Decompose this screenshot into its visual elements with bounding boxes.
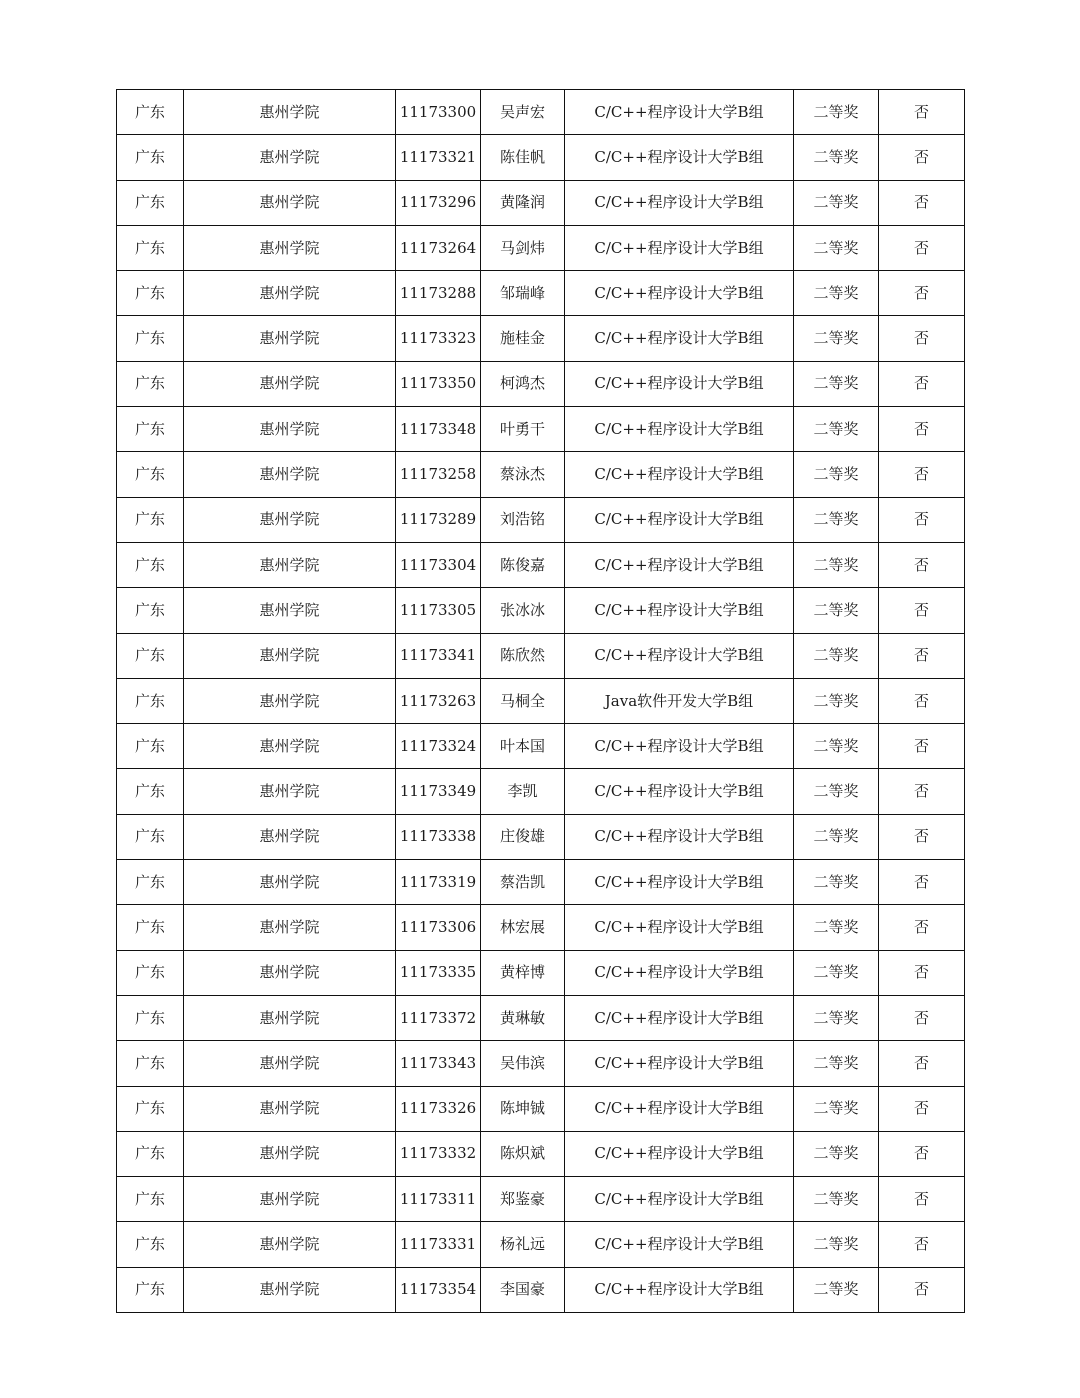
name-cell: 林宏展 <box>481 905 565 950</box>
name-cell: 刘浩铭 <box>481 497 565 542</box>
table-row <box>117 316 965 361</box>
flag-cell: 否 <box>879 588 965 633</box>
flag-cell: 否 <box>879 1177 965 1222</box>
award-cell: 二等奖 <box>794 316 879 361</box>
id-cell: 11173326 <box>396 1086 481 1131</box>
award-cell: 二等奖 <box>794 135 879 180</box>
id-cell: 11173311 <box>396 1177 481 1222</box>
table-row <box>117 950 965 995</box>
id-cell: 11173324 <box>396 724 481 769</box>
id-cell: 11173323 <box>396 316 481 361</box>
name-cell: 叶勇干 <box>481 407 565 452</box>
group-cell: C/C++程序设计大学B组 <box>565 950 794 995</box>
school-cell: 惠州学院 <box>184 271 396 316</box>
table-row <box>117 633 965 678</box>
award-cell: 二等奖 <box>794 225 879 270</box>
flag-cell: 否 <box>879 90 965 135</box>
award-cell: 二等奖 <box>794 633 879 678</box>
flag-cell: 否 <box>879 180 965 225</box>
province-cell: 广东 <box>117 633 184 678</box>
flag-cell: 否 <box>879 452 965 497</box>
name-cell: 陈欣然 <box>481 633 565 678</box>
group-cell: C/C++程序设计大学B组 <box>565 90 794 135</box>
award-cell: 二等奖 <box>794 271 879 316</box>
province-cell: 广东 <box>117 995 184 1040</box>
school-cell: 惠州学院 <box>184 588 396 633</box>
school-cell: 惠州学院 <box>184 1131 396 1176</box>
group-cell: C/C++程序设计大学B组 <box>565 542 794 587</box>
award-cell: 二等奖 <box>794 860 879 905</box>
id-cell: 11173288 <box>396 271 481 316</box>
id-cell: 11173319 <box>396 860 481 905</box>
table-row <box>117 1177 965 1222</box>
flag-cell: 否 <box>879 633 965 678</box>
school-cell: 惠州学院 <box>184 1177 396 1222</box>
school-cell: 惠州学院 <box>184 180 396 225</box>
flag-cell: 否 <box>879 905 965 950</box>
group-cell: C/C++程序设计大学B组 <box>565 1222 794 1267</box>
table-row <box>117 588 965 633</box>
award-table <box>116 89 965 1313</box>
school-cell: 惠州学院 <box>184 724 396 769</box>
flag-cell: 否 <box>879 497 965 542</box>
id-cell: 11173332 <box>396 1131 481 1176</box>
province-cell: 广东 <box>117 905 184 950</box>
award-cell: 二等奖 <box>794 361 879 406</box>
id-cell: 11173300 <box>396 90 481 135</box>
school-cell: 惠州学院 <box>184 452 396 497</box>
flag-cell: 否 <box>879 407 965 452</box>
group-cell: C/C++程序设计大学B组 <box>565 497 794 542</box>
award-cell: 二等奖 <box>794 452 879 497</box>
flag-cell: 否 <box>879 271 965 316</box>
award-cell: 二等奖 <box>794 90 879 135</box>
flag-cell: 否 <box>879 135 965 180</box>
table-row <box>117 678 965 723</box>
table-row <box>117 90 965 135</box>
school-cell: 惠州学院 <box>184 361 396 406</box>
school-cell: 惠州学院 <box>184 905 396 950</box>
flag-cell: 否 <box>879 1086 965 1131</box>
table-row <box>117 1086 965 1131</box>
province-cell: 广东 <box>117 180 184 225</box>
award-cell: 二等奖 <box>794 769 879 814</box>
province-cell: 广东 <box>117 407 184 452</box>
school-cell: 惠州学院 <box>184 497 396 542</box>
award-cell: 二等奖 <box>794 1086 879 1131</box>
name-cell: 张冰冰 <box>481 588 565 633</box>
name-cell: 李凯 <box>481 769 565 814</box>
province-cell: 广东 <box>117 769 184 814</box>
group-cell: C/C++程序设计大学B组 <box>565 271 794 316</box>
province-cell: 广东 <box>117 90 184 135</box>
id-cell: 11173335 <box>396 950 481 995</box>
name-cell: 马桐全 <box>481 678 565 723</box>
group-cell: C/C++程序设计大学B组 <box>565 995 794 1040</box>
name-cell: 郑鉴豪 <box>481 1177 565 1222</box>
school-cell: 惠州学院 <box>184 90 396 135</box>
name-cell: 陈佳帆 <box>481 135 565 180</box>
group-cell: C/C++程序设计大学B组 <box>565 180 794 225</box>
group-cell: C/C++程序设计大学B组 <box>565 1131 794 1176</box>
name-cell: 陈俊嘉 <box>481 542 565 587</box>
flag-cell: 否 <box>879 225 965 270</box>
table-row <box>117 769 965 814</box>
id-cell: 11173350 <box>396 361 481 406</box>
id-cell: 11173306 <box>396 905 481 950</box>
award-cell: 二等奖 <box>794 678 879 723</box>
group-cell: C/C++程序设计大学B组 <box>565 1086 794 1131</box>
province-cell: 广东 <box>117 361 184 406</box>
name-cell: 叶本国 <box>481 724 565 769</box>
id-cell: 11173289 <box>396 497 481 542</box>
province-cell: 广东 <box>117 135 184 180</box>
table-row <box>117 814 965 859</box>
school-cell: 惠州学院 <box>184 678 396 723</box>
group-cell: C/C++程序设计大学B组 <box>565 452 794 497</box>
group-cell: C/C++程序设计大学B组 <box>565 407 794 452</box>
school-cell: 惠州学院 <box>184 316 396 361</box>
table-row <box>117 497 965 542</box>
name-cell: 黄梓博 <box>481 950 565 995</box>
school-cell: 惠州学院 <box>184 950 396 995</box>
school-cell: 惠州学院 <box>184 1267 396 1312</box>
id-cell: 11173263 <box>396 678 481 723</box>
award-cell: 二等奖 <box>794 1131 879 1176</box>
name-cell: 黄隆润 <box>481 180 565 225</box>
id-cell: 11173338 <box>396 814 481 859</box>
id-cell: 11173372 <box>396 995 481 1040</box>
award-cell: 二等奖 <box>794 542 879 587</box>
name-cell: 黄琳敏 <box>481 995 565 1040</box>
award-cell: 二等奖 <box>794 950 879 995</box>
group-cell: C/C++程序设计大学B组 <box>565 814 794 859</box>
table-row <box>117 1131 965 1176</box>
table-row <box>117 1267 965 1312</box>
name-cell: 马剑炜 <box>481 225 565 270</box>
award-cell: 二等奖 <box>794 407 879 452</box>
award-cell: 二等奖 <box>794 814 879 859</box>
name-cell: 邹瑞峰 <box>481 271 565 316</box>
name-cell: 蔡泳杰 <box>481 452 565 497</box>
province-cell: 广东 <box>117 1131 184 1176</box>
name-cell: 李国豪 <box>481 1267 565 1312</box>
province-cell: 广东 <box>117 860 184 905</box>
province-cell: 广东 <box>117 542 184 587</box>
id-cell: 11173343 <box>396 1041 481 1086</box>
table-row <box>117 860 965 905</box>
province-cell: 广东 <box>117 452 184 497</box>
school-cell: 惠州学院 <box>184 542 396 587</box>
name-cell: 庄俊雄 <box>481 814 565 859</box>
group-cell: C/C++程序设计大学B组 <box>565 135 794 180</box>
table-row <box>117 1222 965 1267</box>
table-row <box>117 271 965 316</box>
id-cell: 11173321 <box>396 135 481 180</box>
school-cell: 惠州学院 <box>184 407 396 452</box>
award-cell: 二等奖 <box>794 497 879 542</box>
flag-cell: 否 <box>879 724 965 769</box>
award-cell: 二等奖 <box>794 905 879 950</box>
province-cell: 广东 <box>117 1267 184 1312</box>
group-cell: C/C++程序设计大学B组 <box>565 769 794 814</box>
flag-cell: 否 <box>879 361 965 406</box>
flag-cell: 否 <box>879 769 965 814</box>
id-cell: 11173264 <box>396 225 481 270</box>
province-cell: 广东 <box>117 724 184 769</box>
group-cell: C/C++程序设计大学B组 <box>565 225 794 270</box>
flag-cell: 否 <box>879 678 965 723</box>
province-cell: 广东 <box>117 1222 184 1267</box>
table-row <box>117 905 965 950</box>
award-cell: 二等奖 <box>794 1267 879 1312</box>
province-cell: 广东 <box>117 588 184 633</box>
province-cell: 广东 <box>117 497 184 542</box>
name-cell: 吴声宏 <box>481 90 565 135</box>
school-cell: 惠州学院 <box>184 1222 396 1267</box>
award-cell: 二等奖 <box>794 588 879 633</box>
flag-cell: 否 <box>879 1222 965 1267</box>
name-cell: 吴伟滨 <box>481 1041 565 1086</box>
group-cell: C/C++程序设计大学B组 <box>565 905 794 950</box>
name-cell: 杨礼远 <box>481 1222 565 1267</box>
flag-cell: 否 <box>879 1267 965 1312</box>
group-cell: C/C++程序设计大学B组 <box>565 316 794 361</box>
province-cell: 广东 <box>117 1177 184 1222</box>
group-cell: C/C++程序设计大学B组 <box>565 724 794 769</box>
award-cell: 二等奖 <box>794 1222 879 1267</box>
award-cell: 二等奖 <box>794 180 879 225</box>
name-cell: 陈炽斌 <box>481 1131 565 1176</box>
id-cell: 11173331 <box>396 1222 481 1267</box>
flag-cell: 否 <box>879 950 965 995</box>
group-cell: C/C++程序设计大学B组 <box>565 1041 794 1086</box>
province-cell: 广东 <box>117 814 184 859</box>
table-row <box>117 995 965 1040</box>
school-cell: 惠州学院 <box>184 135 396 180</box>
group-cell: Java软件开发大学B组 <box>565 678 794 723</box>
table-row <box>117 452 965 497</box>
id-cell: 11173349 <box>396 769 481 814</box>
flag-cell: 否 <box>879 1131 965 1176</box>
award-cell: 二等奖 <box>794 724 879 769</box>
province-cell: 广东 <box>117 225 184 270</box>
group-cell: C/C++程序设计大学B组 <box>565 361 794 406</box>
flag-cell: 否 <box>879 860 965 905</box>
school-cell: 惠州学院 <box>184 1086 396 1131</box>
table-row <box>117 407 965 452</box>
province-cell: 广东 <box>117 678 184 723</box>
flag-cell: 否 <box>879 316 965 361</box>
province-cell: 广东 <box>117 1086 184 1131</box>
school-cell: 惠州学院 <box>184 769 396 814</box>
province-cell: 广东 <box>117 1041 184 1086</box>
group-cell: C/C++程序设计大学B组 <box>565 1267 794 1312</box>
award-cell: 二等奖 <box>794 995 879 1040</box>
award-table-body <box>117 90 965 1313</box>
id-cell: 11173296 <box>396 180 481 225</box>
table-row <box>117 135 965 180</box>
table-row <box>117 361 965 406</box>
table-row <box>117 225 965 270</box>
school-cell: 惠州学院 <box>184 860 396 905</box>
flag-cell: 否 <box>879 1041 965 1086</box>
id-cell: 11173305 <box>396 588 481 633</box>
id-cell: 11173258 <box>396 452 481 497</box>
school-cell: 惠州学院 <box>184 814 396 859</box>
province-cell: 广东 <box>117 950 184 995</box>
table-row <box>117 1041 965 1086</box>
table-row <box>117 724 965 769</box>
flag-cell: 否 <box>879 542 965 587</box>
school-cell: 惠州学院 <box>184 995 396 1040</box>
school-cell: 惠州学院 <box>184 1041 396 1086</box>
name-cell: 柯鸿杰 <box>481 361 565 406</box>
group-cell: C/C++程序设计大学B组 <box>565 860 794 905</box>
name-cell: 陈坤铖 <box>481 1086 565 1131</box>
school-cell: 惠州学院 <box>184 225 396 270</box>
id-cell: 11173354 <box>396 1267 481 1312</box>
award-cell: 二等奖 <box>794 1041 879 1086</box>
group-cell: C/C++程序设计大学B组 <box>565 588 794 633</box>
group-cell: C/C++程序设计大学B组 <box>565 1177 794 1222</box>
id-cell: 11173304 <box>396 542 481 587</box>
flag-cell: 否 <box>879 995 965 1040</box>
id-cell: 11173348 <box>396 407 481 452</box>
name-cell: 施桂金 <box>481 316 565 361</box>
province-cell: 广东 <box>117 271 184 316</box>
table-row <box>117 542 965 587</box>
id-cell: 11173341 <box>396 633 481 678</box>
flag-cell: 否 <box>879 814 965 859</box>
group-cell: C/C++程序设计大学B组 <box>565 633 794 678</box>
table-row <box>117 180 965 225</box>
award-cell: 二等奖 <box>794 1177 879 1222</box>
province-cell: 广东 <box>117 316 184 361</box>
school-cell: 惠州学院 <box>184 633 396 678</box>
name-cell: 蔡浩凯 <box>481 860 565 905</box>
